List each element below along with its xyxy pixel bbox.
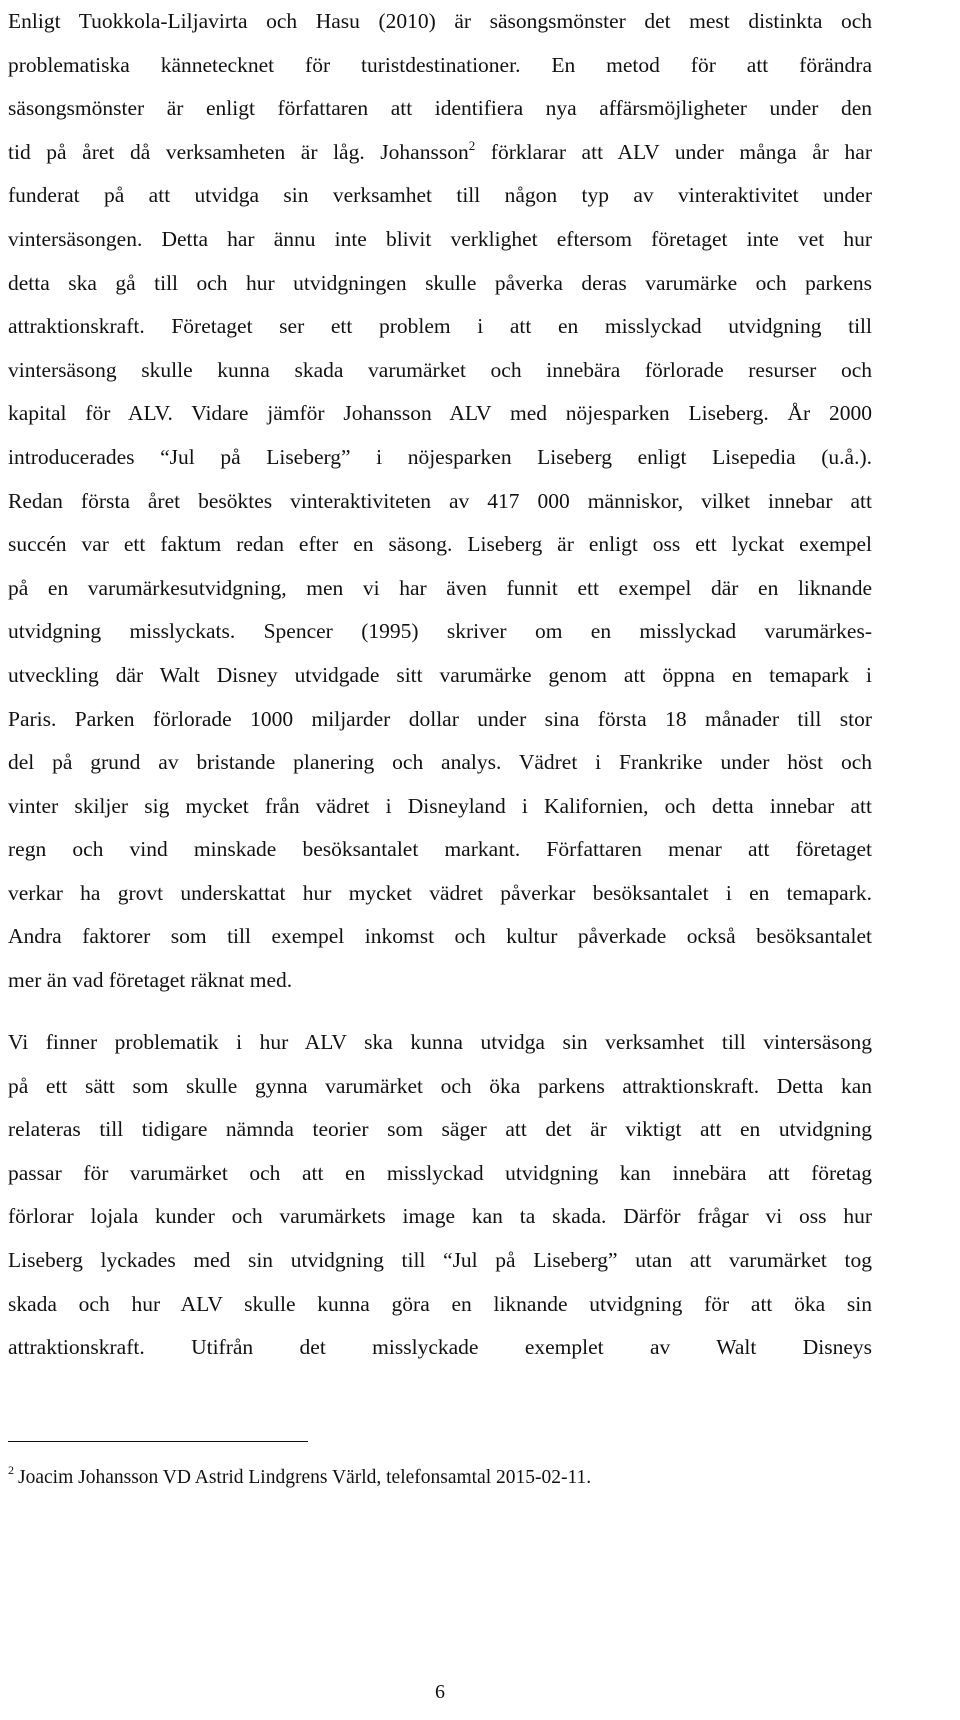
footnote-reference: 2 [468,137,476,153]
text-line: Vi finner problematik i hur ALV ska kunna utvidga sin verksamhet till vintersäsong [8,1030,872,1054]
text-line: Andra faktorer som till exempel inkomst och kultur påverkade också besöksantalet [8,924,872,949]
text-line: mer än vad företaget räknat med. [8,968,293,993]
text-line: verkar ha grovt underskattat hur mycket vädret påverkar besöksantalet i en temapark. [8,880,872,905]
text-line: Redan första året besöktes vinteraktiviteten av 417 000 människor, vilket innebar att [8,488,872,513]
text-line: utvidgning misslyckats. Spencer (1995) skriver om en misslyckad varumärkes- [8,619,872,644]
text-line: vintersäsong skulle kunna skada varumärket och innebära förlorade resurser och [8,357,872,382]
text-line: kapital för ALV. Vidare jämför Johansson ALV med nöjesparken Liseberg. År 2000 [8,401,872,426]
text-segment: förklarar att ALV under många år har [475,139,872,164]
footnote-text: Joacim Johansson VD Astrid Lindgrens Värld, telefonsamtal 2015-02-11. [18,1467,592,1488]
text-line: utveckling där Walt Disney utvidgade sitt varumärke genom att öppna en temapark i [8,662,872,687]
text-line: relateras till tidigare nämnda teorier som säger att det är viktigt att en utvidgning [8,1117,872,1142]
text-line: attraktionskraft. Företaget ser ett problem i att en misslyckad utvidgning till [8,314,872,339]
text-segment: tid på året då verksamheten är låg. [8,139,365,164]
footnote-number: 2 [8,1463,14,1477]
text-line: Paris. Parken förlorade 1000 miljarder dollar under sina första 18 månader till stor [8,706,872,731]
footnote-separator [8,1441,308,1442]
text-line: på ett sätt som skulle gynna varumärket och öka parkens attraktionskraft. Detta kan [8,1073,872,1098]
paragraph-1 [8,0,872,1003]
text-line-with-footnote-ref [8,131,872,175]
text-line: vintersäsongen. Detta har ännu inte blivit verklighet eftersom företaget inte vet hur [8,226,872,251]
text-line: attraktionskraft. Utifrån det misslyckade exemplet av Walt Disneys [8,1335,872,1360]
paragraph-2 [8,1021,872,1370]
text-line: säsongsmönster är enligt författaren att identifiera nya affärsmöjligheter under den [8,96,872,121]
text-line: Enligt Tuokkola-Liljavirta och Hasu (2010) är säsongsmönster det mest distinkta och [8,9,872,33]
text-line: introducerades “Jul på Liseberg” i nöjesparken Liseberg enligt Lisepedia (u.å.). [8,444,872,469]
text-line: vinter skiljer sig mycket från vädret i Disneyland i Kalifornien, och detta innebar att [8,793,872,818]
text-line: förlorar lojala kunder och varumärkets image kan ta skada. Därför frågar vi oss hur [8,1204,872,1229]
footnote [8,1458,591,1490]
text-line: succén var ett faktum redan efter en säsong. Liseberg är enligt oss ett lyckat exempel [8,532,872,557]
text-line: regn och vind minskade besöksantalet markant. Författaren menar att företaget [8,837,872,862]
page-number: 6 [435,1681,445,1703]
text-line: funderat på att utvidga sin verksamhet till någon typ av vinteraktivitet under [8,183,872,208]
text-line: problematiska kännetecknet för turistdestinationer. En metod för att förändra [8,52,872,77]
text-line: på en varumärkesutvidgning, men vi har även funnit ett exempel där en liknande [8,575,872,600]
text-line: passar för varumärket och att en misslyckad utvidgning kan innebära att företag [8,1160,872,1185]
text-line: skada och hur ALV skulle kunna göra en liknande utvidgning för att öka sin [8,1291,872,1316]
text-line: detta ska gå till och hur utvidgningen skulle påverka deras varumärke och parkens [8,270,872,295]
text-segment: Johansson [380,139,469,164]
text-line: del på grund av bristande planering och analys. Vädret i Frankrike under höst och [8,750,872,775]
text-line: Liseberg lyckades med sin utvidgning till “Jul på Liseberg” utan att varumärket tog [8,1247,872,1272]
